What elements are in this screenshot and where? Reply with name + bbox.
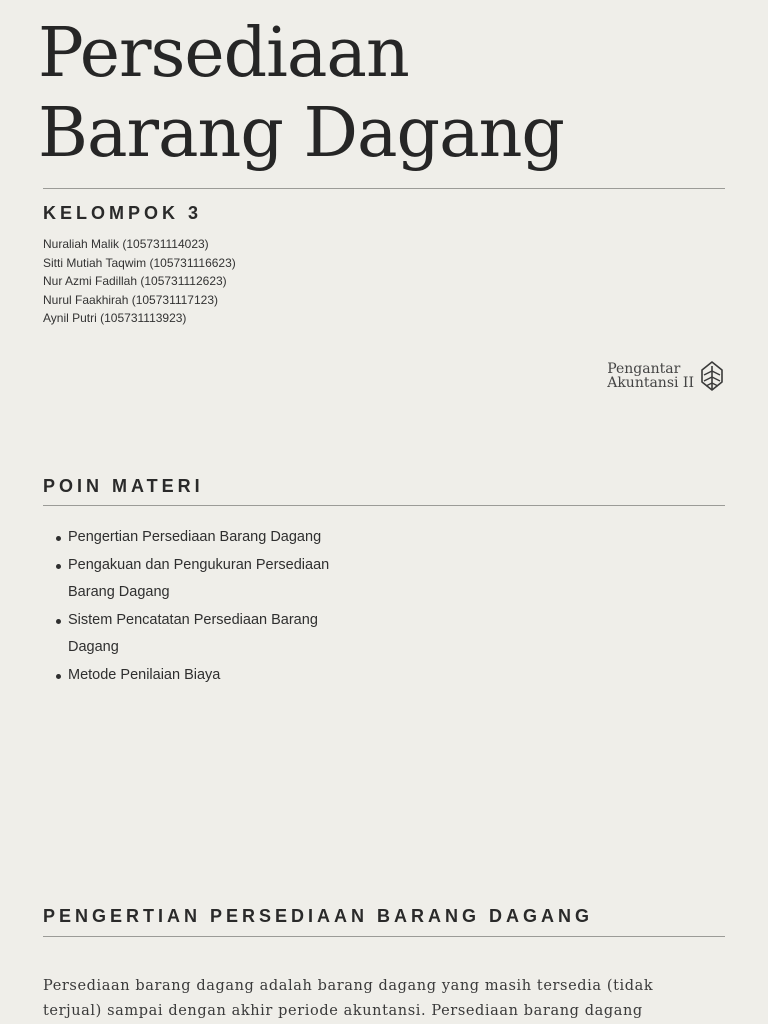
group-heading: KELOMPOK 3 [43, 203, 203, 223]
member-item: Sitti Mutiah Taqwim (105731116623) [43, 255, 236, 270]
point-item: Sistem Pencatatan Persediaan Barang Dagang [52, 607, 362, 662]
course-line-2: Akuntansi II [607, 375, 694, 391]
points-divider [43, 505, 725, 506]
points-heading: POIN MATERI [43, 476, 204, 496]
point-item: Pengertian Persediaan Barang Dagang [52, 524, 362, 552]
page-title [38, 14, 564, 174]
course-label [607, 360, 724, 392]
member-item: Nur Azmi Fadillah (105731112623) [43, 274, 227, 288]
member-item: Nurul Faakhirah (105731117123) [43, 292, 219, 307]
paragraph-line: Persediaan barang dagang adalah barang dagang yang masih tersedia (tidak [43, 978, 654, 994]
point-item: Metode Penilaian Biaya [52, 662, 362, 690]
member-list [43, 235, 236, 328]
definition-paragraph [43, 974, 683, 1024]
member-item: Aynil Putri (105731113923) [43, 311, 187, 325]
definition-divider [43, 936, 725, 937]
point-item: Pengakuan dan Pengukuran Persediaan Barang Dagang [52, 552, 362, 607]
course-name [607, 362, 694, 390]
definition-heading: PENGERTIAN PERSEDIAAN BARANG DAGANG [43, 906, 594, 926]
title-divider [43, 188, 725, 189]
paragraph-line: terjual) sampai dengan akhir periode akuntansi. Persediaan barang dagang [43, 1003, 643, 1019]
course-line-1: Pengantar [607, 361, 681, 377]
leaf-icon [700, 360, 724, 392]
member-item: Nuraliah Malik (105731114023) [43, 237, 209, 251]
title-line-2: Barang Dagang [38, 94, 564, 173]
points-list [52, 524, 362, 689]
title-line-1: Persediaan [38, 14, 409, 93]
